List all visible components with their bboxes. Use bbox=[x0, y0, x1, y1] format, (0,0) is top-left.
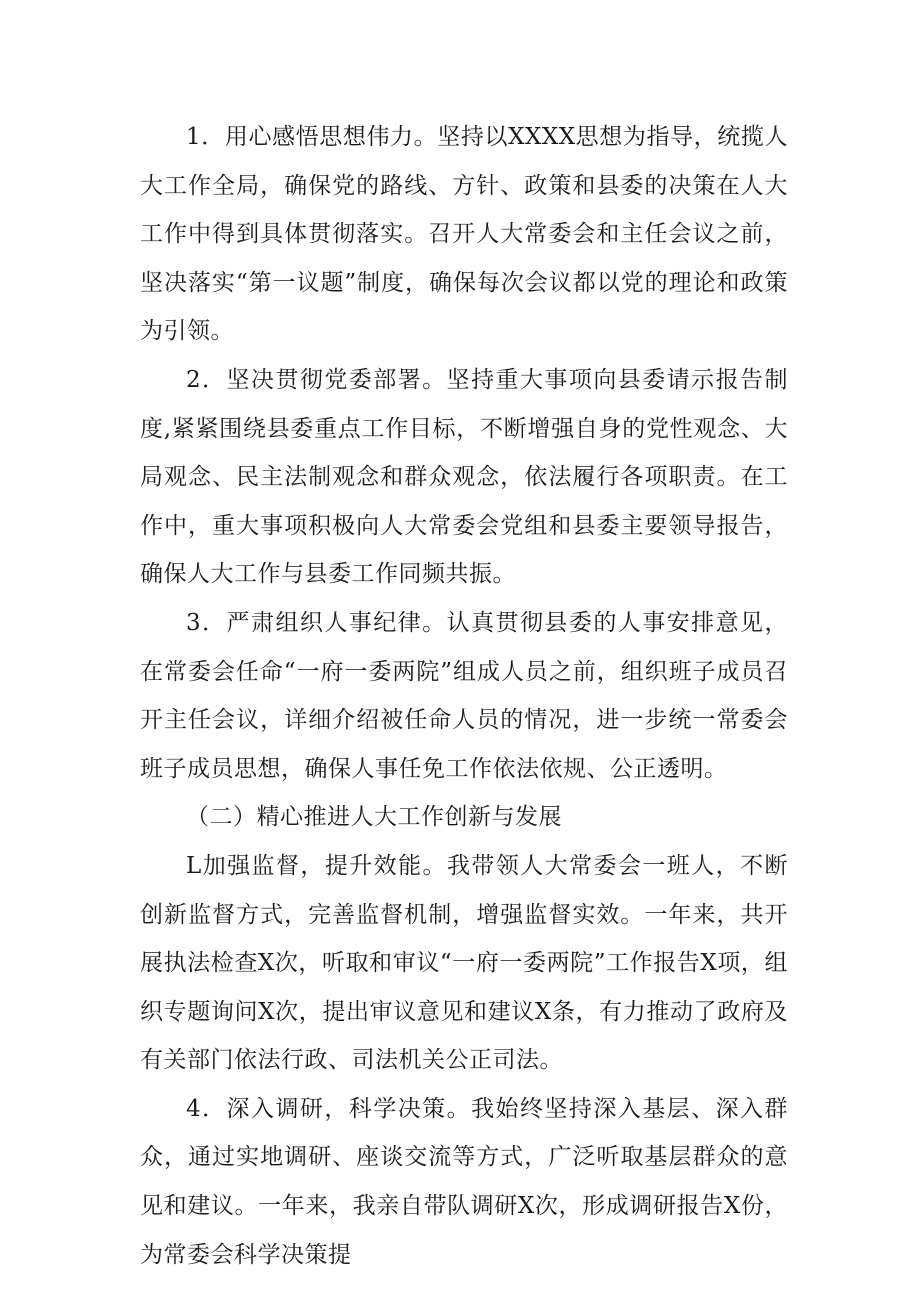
document-body bbox=[140, 113, 788, 1279]
paragraph-2: 2．坚决贯彻党委部署。坚持重大事项向县委请示报告制度,紧紧围绕县委重点工作目标，不断增强自身的党性观念、大局观念、民主法制观念和群众观念，依法履行各项职责。在工作中，重大事项积极向人大常委会党组和县委主要领导报告，确保人大工作与县委工作同频共振。 bbox=[140, 366, 788, 588]
paragraph-1: 1．用心感悟思想伟力。坚持以XXXX思想为指导，统揽人大工作全局，确保党的路线、方针、政策和县委的决策在人大工作中得到具体贯彻落实。召开人大常委会和主任会议之前，坚决落实“第一议题”制度，确保每次会议都以党的理论和政策为引领。 bbox=[140, 124, 788, 345]
paragraph-5: 4．深入调研，科学决策。我始终坚持深入基层、深入群众，通过实地调研、座谈交流等方式，广泛听取基层群众的意见和建议。一年来，我亲自带队调研X次，形成调研报告X份，为常委会科学决策提 bbox=[140, 1095, 788, 1268]
section-heading: （二）精心推进人大工作创新与发展 bbox=[186, 804, 562, 831]
paragraph-4: L加强监督，提升效能。我带领人大常委会一班人，不断创新监督方式，完善监督机制，增强监督实效。一年来，共开展执法检查X次，听取和审议“一府一委两院”工作报告X项，组织专题询问X次，提出审议意见和建议X条，有力推动了政府及有关部门依法行政、司法机关公正司法。 bbox=[140, 852, 788, 1074]
paragraph-3: 3．严肃组织人事纪律。认真贯彻县委的人事安排意见，在常委会任命“一府一委两院”组成人员之前，组织班子成员召开主任会议，详细介绍被任命人员的情况，进一步统一常委会班子成员思想，确保人事任免工作依法依规、公正透明。 bbox=[140, 609, 788, 782]
